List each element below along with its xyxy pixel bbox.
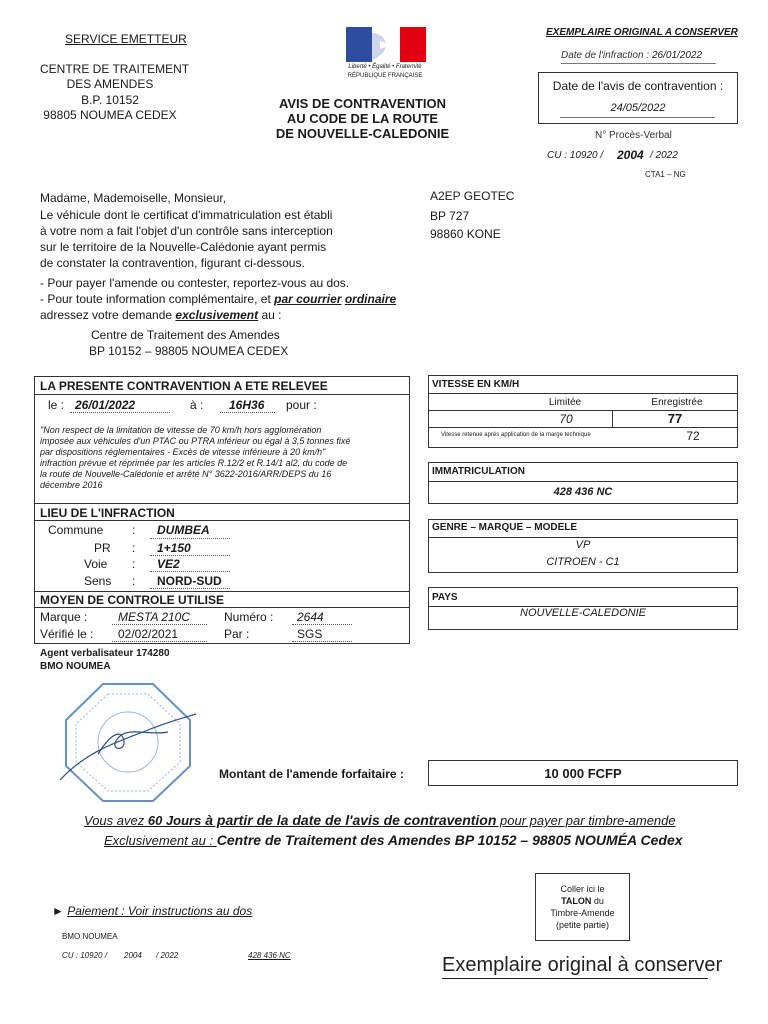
registration-value: 428 436 NC [553, 486, 613, 498]
letter-p4: de constater la contravention, figurant ci-dessous. [40, 256, 305, 270]
offence-text4: infraction prévue et réprimée par les articles R.12/2 et R.14/1 al2, du code de [40, 458, 348, 468]
deadline-d: pour payer par timbre-amende [496, 813, 676, 828]
letter-address1: Centre de Traitement des Amendes [91, 328, 280, 342]
speed-retained-label: Vitesse retenue après application de la marge technique [441, 432, 591, 438]
offence-le-label: le : [48, 398, 65, 412]
offence-text2: imposée aux véhicules d'un PTAC ou PTRA inférieur ou égal à 3,5 tonnes fixé [40, 436, 351, 446]
device-header: MOYEN DE CONTROLE UTILISE [40, 593, 225, 607]
letter-p6-start: - Pour toute information complémentaire, et [40, 292, 275, 306]
copy-label: EXEMPLAIRE ORIGINAL A CONSERVER [546, 27, 738, 38]
location-header: LIEU DE L'INFRACTION [40, 506, 175, 520]
location-voie: VE2 [157, 557, 180, 571]
title-line2: AU CODE DE LA ROUTE [286, 111, 439, 126]
stub-line4: (petite partie) [555, 920, 610, 930]
speed-recorded-label: Enregistrée [651, 397, 703, 408]
offence-time: 16H36 [229, 398, 265, 412]
issuer-line4: 98805 NOUMEA CEDEX [43, 108, 177, 122]
device-numero: 2644 [297, 610, 324, 624]
speed-retained: 72 [686, 429, 700, 443]
location-sep3: : [132, 557, 136, 571]
device-marque: MESTA 210C [118, 610, 191, 624]
device-numero-label: Numéro : [224, 610, 274, 624]
offence-text6: décembre 2016 [40, 480, 103, 490]
country-header: PAYS [432, 592, 458, 603]
offence-a-label: à : [190, 398, 204, 412]
deadline-line1 [84, 812, 676, 828]
title-line3: DE NOUVELLE-CALEDONIE [275, 126, 450, 141]
letter-p7 [40, 308, 282, 322]
letter-p3: sur le territoire de la Nouvelle-Calédonie ayant permis [40, 240, 327, 254]
letter-p6-courrier: par courrier [274, 292, 342, 306]
deadline-c: à partir de la date de l'avis de contravention [201, 812, 497, 828]
stub-talon: TALON [561, 896, 592, 906]
offence-text1: "Non respect de la limitation de vitesse de 70 km/h hors agglomération [40, 425, 322, 435]
letter-address2: BP 10152 – 98805 NOUMEA CEDEX [89, 344, 289, 358]
deadline-e: Exclusivement au : [104, 833, 217, 848]
amount-label: Montant de l'amende forfaitaire : [219, 767, 404, 781]
speed-limit: 70 [559, 412, 573, 426]
stub-line1: Coller ici le [560, 884, 605, 894]
device-par: SGS [297, 627, 323, 641]
location-sens-label: Sens [84, 574, 112, 588]
location-voie-label: Voie [84, 557, 108, 571]
stub-du: du [591, 896, 604, 906]
infraction-date-label: Date de l'infraction : [561, 50, 650, 61]
location-pr-label: PR [94, 541, 111, 555]
letter-p2: à votre nom a fait l'objet d'un contrôle sans interception [40, 224, 333, 238]
location-commune-label: Commune [48, 523, 104, 537]
location-sep1: : [132, 523, 136, 537]
issuer-line2: DES AMENDES [66, 77, 154, 91]
speed-limit-label: Limitée [548, 397, 582, 408]
pv-label: N° Procès-Verbal [595, 130, 672, 141]
payment-arrow-icon: ► [52, 904, 64, 918]
marianne-logo-icon [346, 27, 426, 62]
letter-p7-end: au : [258, 308, 282, 322]
location-sep4: : [132, 574, 136, 588]
country-value: NOUVELLE-CALEDONIE [520, 607, 646, 619]
deadline-b: 60 Jours [147, 813, 202, 828]
cu-year: / 2022 [650, 150, 678, 161]
logo-motto: Liberté • Égalité • Fraternité [348, 64, 422, 70]
location-sens: NORD-SUD [157, 574, 222, 588]
footer-service: BMO NOUMEA [62, 932, 118, 941]
issuer-line1: CENTRE DE TRAITEMENT [40, 62, 190, 76]
title-line1: AVIS DE CONTRAVENTION [278, 96, 447, 111]
speed-header: VITESSE EN KM/H [432, 379, 520, 390]
letter-p6 [40, 292, 396, 306]
agent-line1: Agent verbalisateur 174280 [40, 648, 170, 659]
letter-p7-exclusivement: exclusivement [175, 308, 259, 322]
device-par-label: Par : [224, 627, 250, 641]
recipient-name: A2EP GEOTEC [430, 189, 515, 203]
stamp-stub-box [535, 873, 630, 941]
payment-label: Paiement : Voir instructions au dos [67, 904, 253, 918]
official-stamp-icon [58, 680, 198, 805]
offence-header: LA PRESENTE CONTRAVENTION A ETE RELEVEE [40, 379, 328, 393]
amount-value: 10 000 FCFP [544, 766, 622, 781]
salutation: Madame, Mademoiselle, Monsieur, [40, 191, 227, 205]
offence-text5: la route de Nouvelle-Calédonie et arrêté N° 3622-2016/ARR/DEPS du 16 [40, 469, 332, 479]
device-verifie: 02/02/2021 [118, 627, 179, 641]
footer-number: 2004 [124, 951, 142, 960]
infraction-date-value: 26/01/2022 [652, 50, 703, 61]
stub-line3: Timbre-Amende [550, 908, 615, 918]
cu-prefix: CU : 10920 / [547, 150, 604, 161]
letter-p7-start: adressez votre demande [40, 308, 176, 322]
issuer-line3: B.P. 10152 [81, 93, 139, 107]
location-sep2: : [132, 541, 136, 555]
device-verifie-label: Vérifié le : [40, 627, 94, 641]
letter-p6-ordinaire: ordinaire [344, 292, 397, 306]
logo-republic: RÉPUBLIQUE FRANÇAISE [347, 73, 423, 79]
vehicle-model: CITROEN - C1 [546, 556, 620, 568]
recipient-bp: BP 727 [430, 209, 470, 223]
device-marque-label: Marque : [40, 610, 88, 624]
cu-number: 2004 [617, 148, 644, 162]
notice-date-label: Date de l'avis de contravention : [552, 79, 724, 93]
payment-line [52, 904, 252, 918]
offence-pour-label: pour : [286, 398, 317, 412]
letter-p5: - Pour payer l'amende ou contester, reportez-vous au dos. [40, 276, 350, 290]
notice-date-value: 24/05/2022 [610, 102, 666, 114]
location-pr: 1+150 [157, 541, 191, 555]
recipient-city: 98860 KONE [430, 227, 501, 241]
speed-recorded: 77 [667, 411, 683, 426]
deadline-a: Vous avez [84, 813, 148, 828]
offence-text3: par dispositions réglementaires - Excès de vitesse inférieure à 20 km/h" [40, 447, 326, 457]
footer-cu: CU : 10920 / [62, 951, 107, 960]
stub-line2 [536, 896, 629, 906]
location-commune: DUMBEA [157, 523, 210, 537]
footer-original: Exemplaire original à conserver [442, 954, 723, 976]
amount-box [428, 760, 738, 786]
footer-year: / 2022 [156, 951, 179, 960]
footer-plate: 428 436 NC [248, 951, 291, 960]
registration-header: IMMATRICULATION [432, 466, 525, 477]
offence-date: 26/01/2022 [75, 398, 136, 412]
letter-p1: Le véhicule dont le certificat d'immatriculation est établi [40, 208, 333, 222]
vehicle-genre: VP [575, 539, 591, 551]
agent-line2: BMO NOUMEA [40, 661, 111, 672]
deadline-line2 [104, 832, 683, 848]
vehicle-header: GENRE – MARQUE – MODELE [432, 522, 578, 533]
cta-code: CTA1 – NG [645, 170, 686, 179]
issuer-service: SERVICE EMETTEUR [65, 32, 187, 46]
deadline-f: Centre de Traitement des Amendes BP 10152 – 98805 NOUMÉA Cedex [216, 832, 683, 848]
